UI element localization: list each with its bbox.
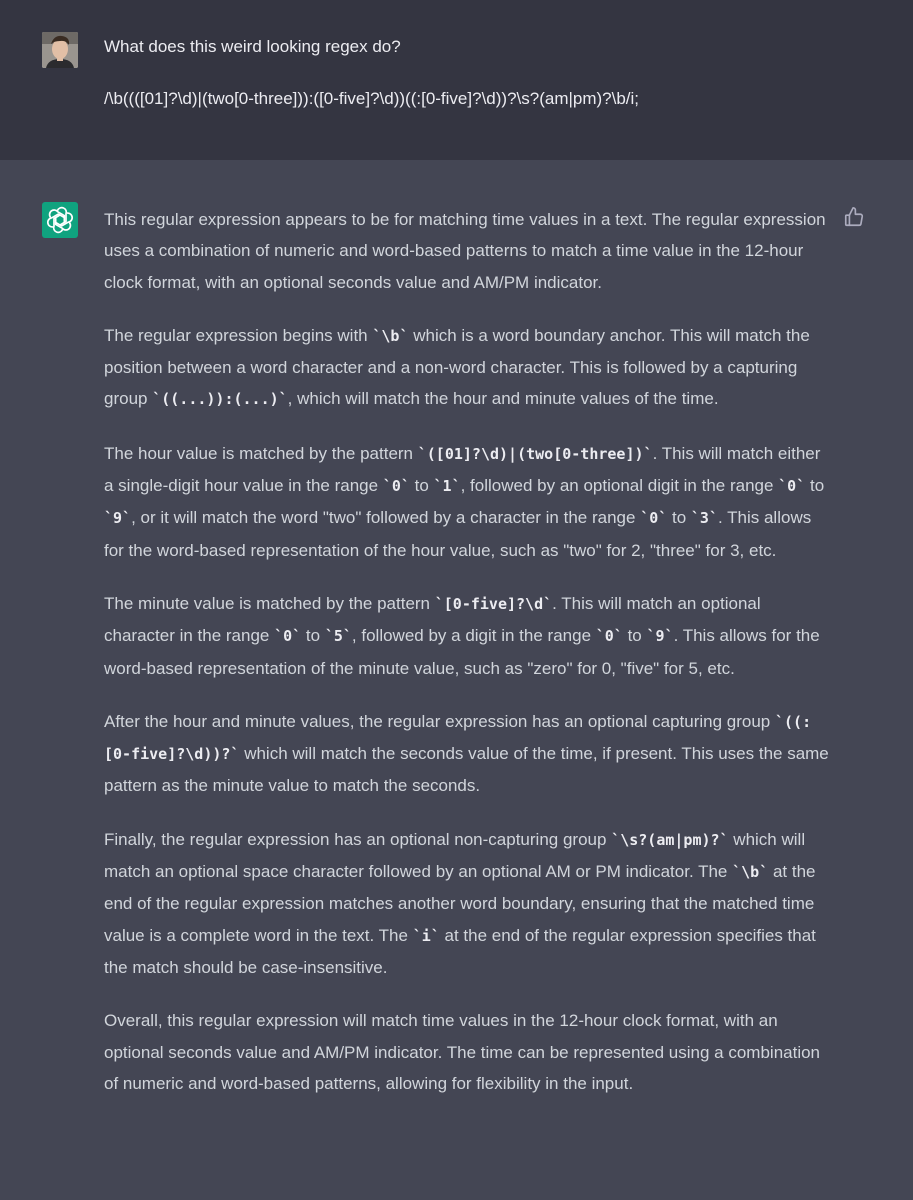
assistant-message xyxy=(0,160,913,1200)
inline-code: `((:[0-five]?\d))?` xyxy=(104,712,812,764)
text-span: Finally, the regular expression has an optional non-capturing group xyxy=(104,829,612,849)
thumbs-up-icon[interactable] xyxy=(843,206,865,228)
paragraph-7: Overall, this regular expression will match time values in the 12-hour clock format, with an optional seconds value and AM/PM indicator. The time can be represented using a combination of numeric and word-based patterns, allowing for flexibility in the input. xyxy=(104,1011,821,1093)
paragraph-6 xyxy=(104,824,834,983)
paragraph-2 xyxy=(104,320,834,416)
inline-code: `5` xyxy=(324,627,352,646)
text-span: . This will match either a single-digit hour value in the range xyxy=(104,443,821,496)
text-span: After the hour and minute values, the regular expression has an optional capturing group xyxy=(104,711,775,731)
user-avatar-image xyxy=(42,32,78,68)
assistant-message-text xyxy=(104,204,834,1121)
user-question: What does this weird looking regex do? xyxy=(104,37,401,56)
paragraph-4 xyxy=(104,588,834,684)
text-span: . This allows for the word-based representation of the hour value, such as "two" for 2, "three" for 3, etc. xyxy=(104,508,812,560)
text-span: , or it will match the word "two" followed by a character in the range xyxy=(131,508,641,528)
text-span: The minute value is matched by the pattern xyxy=(104,593,435,613)
text-span: to xyxy=(667,508,691,528)
inline-code: `\b` xyxy=(732,863,769,882)
text-span: The hour value is matched by the pattern xyxy=(104,443,418,463)
text-span: . This allows for the word-based representation of the minute value, such as "zero" for 0, "five" for 5, etc. xyxy=(104,626,820,678)
text-span: The regular expression begins with xyxy=(104,325,373,345)
text-span: which will match the seconds value of the time, if present. This uses the same pattern as the minute value to match the seconds. xyxy=(104,744,829,796)
user-message-text xyxy=(104,33,884,113)
user-regex: /\b((([01]?\d)|(two[0-three])):([0-five]?\d))((:[0-five]?\d))?\s?(am|pm)?\b/i; xyxy=(104,89,640,108)
openai-logo-icon xyxy=(42,202,78,238)
paragraph-5 xyxy=(104,706,834,802)
inline-code: `0` xyxy=(382,477,410,496)
text-span: which will match an optional space character followed by an optional AM or PM indicator. The xyxy=(104,829,806,882)
inline-code: `0` xyxy=(778,477,806,496)
inline-code: `\b` xyxy=(372,326,409,345)
text-span: at the end of the regular expression matches another word boundary, ensuring that the matched time value is a complete word in the text. The xyxy=(104,862,816,945)
inline-code: `\s?(am|pm)?` xyxy=(611,830,729,849)
inline-code: `9` xyxy=(646,627,674,646)
user-message xyxy=(0,0,913,161)
text-span: , which will match the hour and minute values of the time. xyxy=(287,389,719,409)
text-span: , followed by a digit in the range xyxy=(351,626,596,646)
inline-code: `((...)):(...)` xyxy=(152,390,288,409)
text-span: to xyxy=(805,476,825,496)
paragraph-3 xyxy=(104,438,834,566)
text-span: to xyxy=(622,626,647,646)
inline-code: `0` xyxy=(274,627,302,646)
user-avatar xyxy=(42,32,78,68)
text-span: which is a word boundary anchor. This will match the position between a word character and a non-word character. This is followed by a capturing group xyxy=(104,325,810,409)
inline-code: `1` xyxy=(433,477,461,496)
inline-code: `i` xyxy=(412,926,440,945)
text-span: to xyxy=(409,476,434,496)
text-span: at the end of the regular expression specifies that the match should be case-insensitive. xyxy=(104,925,816,977)
inline-code: `0` xyxy=(640,509,668,528)
text-span: to xyxy=(301,626,325,646)
inline-code: `[0-five]?\d` xyxy=(434,594,553,613)
inline-code: `([01]?\d)|(two[0-three])` xyxy=(417,444,653,463)
inline-code: `3` xyxy=(690,509,718,528)
paragraph-1: This regular expression appears to be for matching time values in a text. The regular expression uses a combination of numeric and word-based patterns to match a time value in the 12-hour clock format, with an optional seconds value and AM/PM indicator. xyxy=(104,210,826,292)
text-span: , followed by an optional digit in the range xyxy=(460,476,779,496)
text-span: . This will match an optional character in the range xyxy=(104,593,761,646)
inline-code: `9` xyxy=(104,509,132,528)
inline-code: `0` xyxy=(595,627,623,646)
